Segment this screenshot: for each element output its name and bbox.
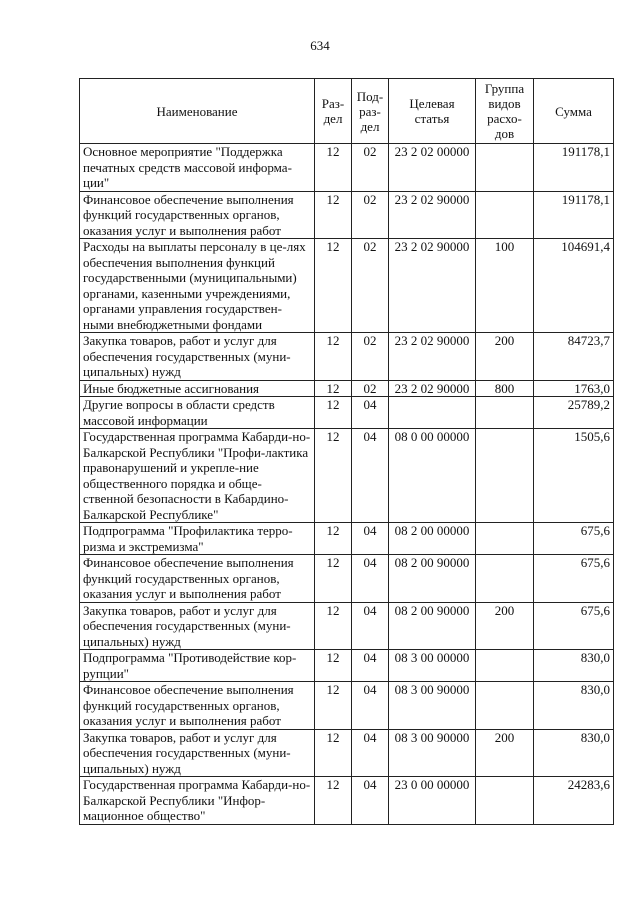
row-group: [476, 682, 534, 730]
row-name: Основное мероприятие "Поддержка печатных средств массовой информа-ции": [80, 144, 315, 192]
row-section: 12: [315, 239, 352, 333]
row-name: Иные бюджетные ассигнования: [80, 380, 315, 397]
row-group: 200: [476, 333, 534, 381]
table-row: [80, 333, 614, 381]
row-group: 800: [476, 380, 534, 397]
table-row: [80, 239, 614, 333]
table-row: [80, 397, 614, 429]
row-sum: 1763,0: [534, 380, 614, 397]
row-section: 12: [315, 682, 352, 730]
row-group: [476, 777, 534, 825]
row-sum: 830,0: [534, 729, 614, 777]
row-section: 12: [315, 602, 352, 650]
row-subsection: 02: [352, 380, 389, 397]
row-group: [476, 144, 534, 192]
header-article: Целевая статья: [389, 79, 476, 144]
header-row: [80, 79, 614, 144]
row-name: Подпрограмма "Противодействие кор-рупции": [80, 650, 315, 682]
row-article: 08 2 00 90000: [389, 602, 476, 650]
row-name: Закупка товаров, работ и услуг для обеспечения государственных (муни-ципальных) нужд: [80, 729, 315, 777]
table-row: [80, 777, 614, 825]
row-subsection: 04: [352, 650, 389, 682]
table-row: [80, 602, 614, 650]
row-article: 08 3 00 00000: [389, 650, 476, 682]
row-name: Подпрограмма "Профилактика терро-ризма и экстремизма": [80, 523, 315, 555]
row-sum: 830,0: [534, 682, 614, 730]
row-section: 12: [315, 729, 352, 777]
row-group: 100: [476, 239, 534, 333]
row-article: 08 2 00 90000: [389, 555, 476, 603]
header-section: Раз- дел: [315, 79, 352, 144]
row-group: [476, 191, 534, 239]
table-row: [80, 429, 614, 523]
row-name: Финансовое обеспечение выполнения функций государственных органов, оказания услуг и выполнения работ: [80, 191, 315, 239]
row-subsection: 04: [352, 602, 389, 650]
table-row: [80, 555, 614, 603]
table-row: [80, 682, 614, 730]
table-row: [80, 523, 614, 555]
header-name: Наименование: [80, 79, 315, 144]
row-section: 12: [315, 191, 352, 239]
header-group: Группа видов расхо- дов: [476, 79, 534, 144]
header-sum: Сумма: [534, 79, 614, 144]
row-article: 23 2 02 90000: [389, 239, 476, 333]
row-article: 08 3 00 90000: [389, 729, 476, 777]
row-sum: 24283,6: [534, 777, 614, 825]
row-subsection: 04: [352, 729, 389, 777]
table-row: [80, 380, 614, 397]
row-article: 23 2 02 00000: [389, 144, 476, 192]
row-article: 08 3 00 90000: [389, 682, 476, 730]
row-group: [476, 650, 534, 682]
row-subsection: 02: [352, 144, 389, 192]
row-section: 12: [315, 397, 352, 429]
row-group: [476, 397, 534, 429]
row-group: [476, 429, 534, 523]
row-section: 12: [315, 380, 352, 397]
row-name: Финансовое обеспечение выполнения функций государственных органов, оказания услуг и выполнения работ: [80, 682, 315, 730]
row-name: Расходы на выплаты персоналу в це-лях обеспечения выполнения функций государственными (муниципальными) органами, казенными учреждениями, органами управления государствен-ными внебюджетными фондами: [80, 239, 315, 333]
row-sum: 25789,2: [534, 397, 614, 429]
row-section: 12: [315, 429, 352, 523]
table-row: [80, 191, 614, 239]
row-article: 23 2 02 90000: [389, 191, 476, 239]
row-section: 12: [315, 523, 352, 555]
row-article: 08 0 00 00000: [389, 429, 476, 523]
row-subsection: 04: [352, 429, 389, 523]
budget-table: [79, 78, 614, 825]
row-article: 08 2 00 00000: [389, 523, 476, 555]
row-group: 200: [476, 602, 534, 650]
row-name: Государственная программа Кабарди-но-Балкарской Республики "Профи-лактика правонарушений и укрепле-ние общественного порядка и обще-ственной безопасности в Кабардино-Балкарской Республике": [80, 429, 315, 523]
row-section: 12: [315, 555, 352, 603]
table-row: [80, 650, 614, 682]
row-name: Другие вопросы в области средств массовой информации: [80, 397, 315, 429]
row-subsection: 04: [352, 523, 389, 555]
page-number: 634: [310, 38, 330, 53]
row-section: 12: [315, 144, 352, 192]
row-sum: 830,0: [534, 650, 614, 682]
row-group: [476, 523, 534, 555]
row-article: 23 2 02 90000: [389, 380, 476, 397]
row-sum: 675,6: [534, 602, 614, 650]
row-subsection: 02: [352, 191, 389, 239]
row-group: 200: [476, 729, 534, 777]
row-subsection: 04: [352, 555, 389, 603]
row-article: [389, 397, 476, 429]
row-section: 12: [315, 333, 352, 381]
row-sum: 191178,1: [534, 191, 614, 239]
row-sum: 675,6: [534, 523, 614, 555]
row-subsection: 04: [352, 397, 389, 429]
row-article: 23 2 02 90000: [389, 333, 476, 381]
row-sum: 191178,1: [534, 144, 614, 192]
row-name: Закупка товаров, работ и услуг для обеспечения государственных (муни-ципальных) нужд: [80, 602, 315, 650]
row-subsection: 04: [352, 777, 389, 825]
row-sum: 104691,4: [534, 239, 614, 333]
header-subsection: Под- раз- дел: [352, 79, 389, 144]
row-group: [476, 555, 534, 603]
table-row: [80, 729, 614, 777]
row-subsection: 04: [352, 682, 389, 730]
row-name: Государственная программа Кабарди-но-Балкарской Республики "Инфор-мационное общество": [80, 777, 315, 825]
table-row: [80, 144, 614, 192]
row-subsection: 02: [352, 239, 389, 333]
row-article: 23 0 00 00000: [389, 777, 476, 825]
row-subsection: 02: [352, 333, 389, 381]
row-sum: 675,6: [534, 555, 614, 603]
row-name: Закупка товаров, работ и услуг для обеспечения государственных (муни-ципальных) нужд: [80, 333, 315, 381]
row-sum: 1505,6: [534, 429, 614, 523]
row-section: 12: [315, 777, 352, 825]
row-sum: 84723,7: [534, 333, 614, 381]
row-section: 12: [315, 650, 352, 682]
row-name: Финансовое обеспечение выполнения функций государственных органов, оказания услуг и выполнения работ: [80, 555, 315, 603]
